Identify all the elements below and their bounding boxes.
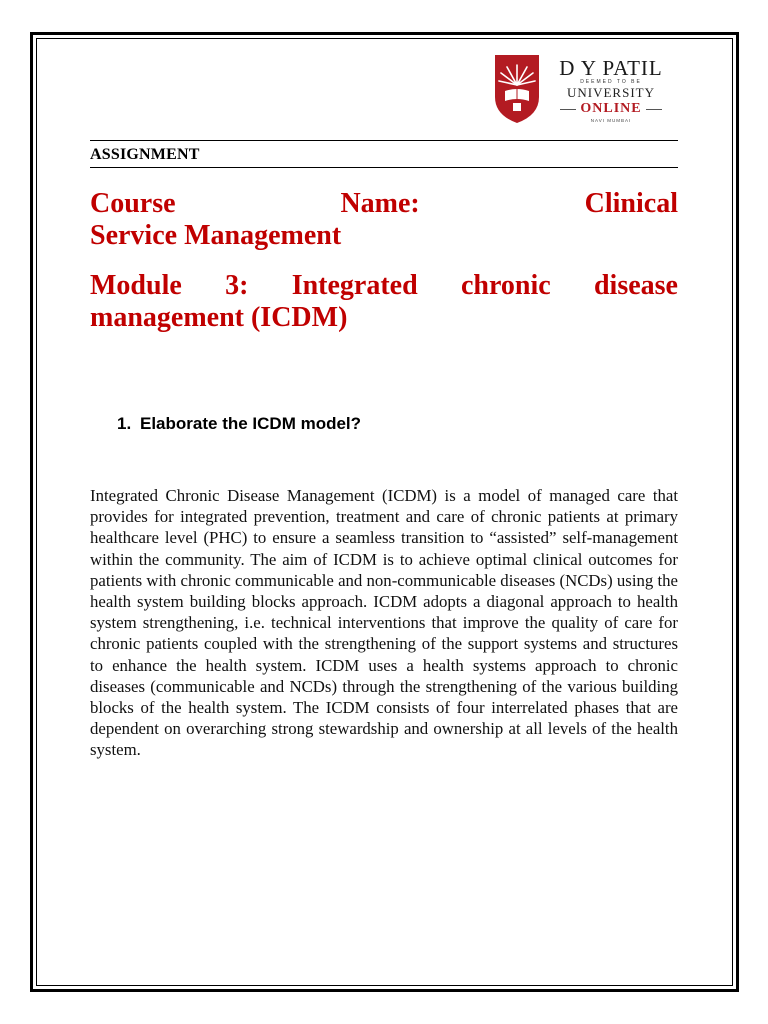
question-text: Elaborate the ICDM model? — [140, 414, 362, 433]
module-heading — [90, 270, 678, 334]
shield-crest-icon — [493, 53, 541, 125]
module-word-2: 3: — [225, 270, 249, 301]
course-line-2: Service Management — [90, 220, 342, 251]
module-word-1: Module — [90, 270, 182, 301]
logo-rule-right — [646, 109, 662, 110]
assignment-label: ASSIGNMENT — [90, 146, 200, 163]
course-heading — [90, 188, 678, 252]
course-word-3: Clinical — [584, 188, 678, 219]
module-word-5: disease — [593, 270, 678, 301]
module-word-4: chronic — [460, 270, 551, 301]
question-number: 1. — [117, 414, 132, 433]
header-rule-bottom — [90, 167, 678, 168]
logo-online-word: ONLINE — [580, 101, 642, 116]
logo-deemed-text: DEEMED TO BE — [580, 79, 642, 85]
course-word-1: Course — [90, 188, 176, 219]
logo-city-text: NAVI MUMBAI — [590, 118, 632, 123]
university-logo — [481, 47, 677, 135]
logo-university-word: UNIVERSITY — [567, 85, 655, 100]
module-word-3: Integrated — [291, 270, 418, 301]
logo-university-name: D Y PATIL — [559, 56, 663, 80]
answer-paragraph: Integrated Chronic Disease Management (ICDM) is a model of managed care that provides for integrated prevention, treatment and care of chronic patients at primary healthcare level (PHC) to ensure a seamless transition to “assisted” self-management within the community. The aim of ICDM is to achieve optimal clinical outcomes for patients with chronic communicable and non-communicable diseases (NCDs) using the health system building blocks approach. ICDM adopts a diagonal approach to health system strengthening, i.e. technical interventions that improve the quality of care for chronic patients coupled with the strengthening of the support systems and structures to enhance the health system. ICDM uses a health systems approach to chronic diseases (communicable and NCDs) through the strengthening of the various building blocks of the health system. The ICDM consists of four interrelated phases that are dependent on overarching strong stewardship and ownership at all levels of the health system. — [90, 486, 678, 760]
question-item — [117, 414, 361, 434]
module-line-2: management (ICDM) — [90, 302, 348, 333]
logo-rule-left — [560, 109, 576, 110]
header-rule-top — [90, 140, 678, 141]
course-word-2: Name: — [340, 188, 420, 219]
